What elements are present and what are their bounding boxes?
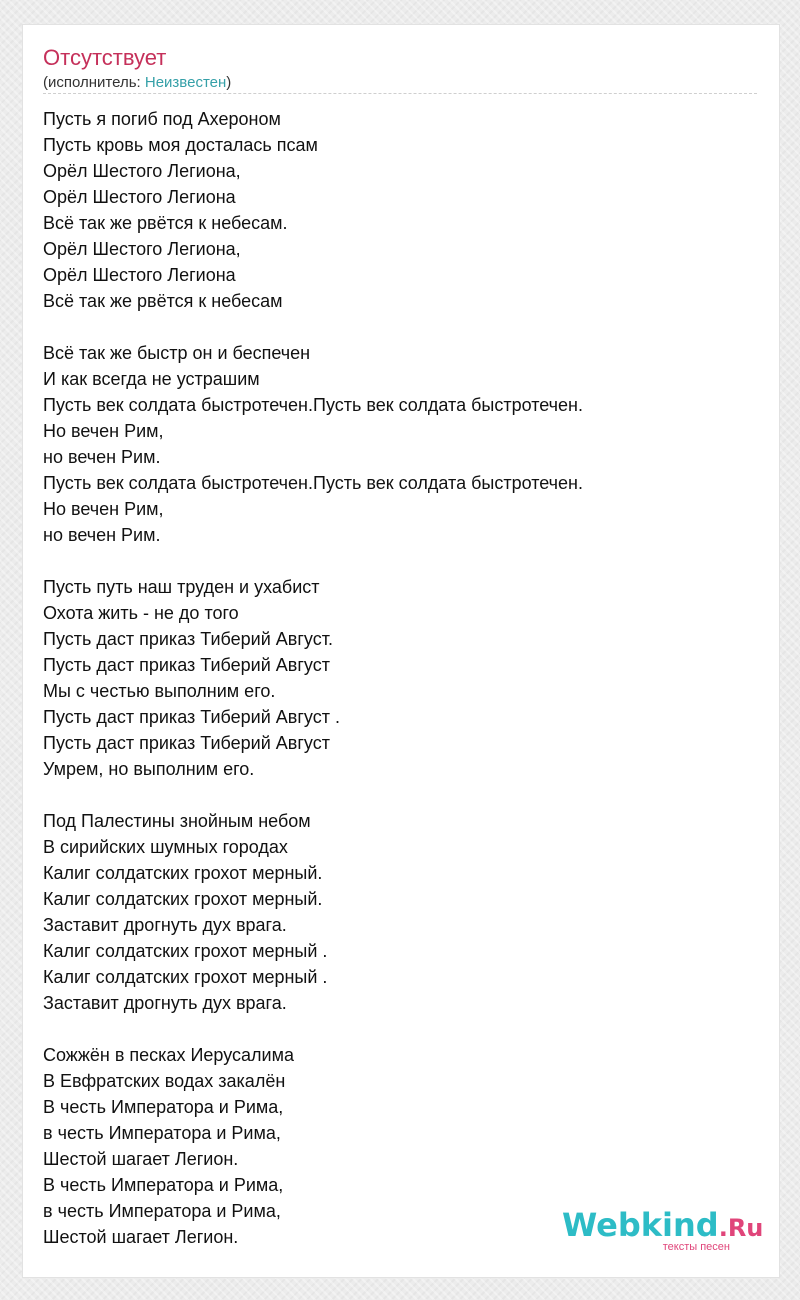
lyric-line: Но вечен Рим,: [43, 499, 164, 519]
song-title: Отсутствует: [43, 45, 167, 70]
lyric-line: Заставит дрогнуть дух врага.: [43, 915, 287, 935]
title-divider: [43, 93, 757, 94]
artist-prefix: (исполнитель:: [43, 74, 145, 91]
lyric-line: но вечен Рим.: [43, 447, 161, 467]
lyric-line: Пусть век солдата быстротечен.Пусть век солдата быстротечен.: [43, 395, 583, 415]
lyric-line: Пусть путь наш труден и ухабист: [43, 577, 320, 597]
lyric-line: в честь Императора и Рима,: [43, 1201, 281, 1221]
lyric-line: Шестой шагает Легион.: [43, 1149, 239, 1169]
lyric-line: Всё так же рвётся к небесам.: [43, 213, 288, 233]
webkind-logo[interactable]: [562, 1206, 764, 1253]
lyric-line: В честь Императора и Рима,: [43, 1175, 284, 1195]
lyric-line: Всё так же рвётся к небесам: [43, 291, 283, 311]
lyric-line: В честь Императора и Рима,: [43, 1097, 284, 1117]
lyric-line: Мы с честью выполним его.: [43, 681, 276, 701]
lyric-line: Сожжён в песках Иерусалима: [43, 1045, 294, 1065]
lyric-line: Пусть даст приказ Тиберий Август: [43, 655, 330, 675]
lyric-line: Шестой шагает Легион.: [43, 1227, 239, 1247]
lyric-line: Калиг солдатских грохот мерный.: [43, 889, 323, 909]
lyric-line: Пусть я погиб под Ахероном: [43, 109, 281, 129]
logo-wordmark: [562, 1208, 763, 1245]
lyric-line: Калиг солдатских грохот мерный .: [43, 941, 328, 961]
lyric-line: Пусть век солдата быстротечен.Пусть век солдата быстротечен.: [43, 473, 583, 493]
lyric-line: Пусть даст приказ Тиберий Август.: [43, 629, 333, 649]
lyric-line: Но вечен Рим,: [43, 421, 164, 441]
stanza-break: [43, 782, 763, 808]
lyric-line: Калиг солдатских грохот мерный .: [43, 967, 328, 987]
stanza-break: [43, 314, 763, 340]
logo-tagline: тексты песен: [662, 1241, 730, 1253]
lyrics-card: [22, 24, 780, 1278]
artist-link[interactable]: Неизвестен: [144, 74, 227, 91]
lyric-line: Калиг солдатских грохот мерный.: [43, 863, 323, 883]
lyric-line: Всё так же быстр он и беспечен: [43, 343, 311, 363]
lyric-line: Пусть даст приказ Тиберий Август .: [43, 707, 340, 727]
lyric-line: Под Палестины знойным небом: [43, 811, 311, 831]
stanza-break: [43, 548, 763, 574]
logo-main-text: Webkind: [562, 1206, 719, 1244]
logo-suffix: .Ru: [718, 1214, 764, 1242]
lyrics-text: [43, 106, 763, 1250]
lyric-line: в честь Императора и Рима,: [43, 1123, 281, 1143]
lyric-line: Орёл Шестого Легиона: [43, 265, 236, 285]
lyric-line: Орёл Шестого Легиона,: [43, 239, 241, 259]
lyric-line: В Евфратских водах закалён: [43, 1071, 286, 1091]
lyric-line: В сирийских шумных городах: [43, 837, 288, 857]
lyric-line: Орёл Шестого Легиона: [43, 187, 236, 207]
lyric-line: Заставит дрогнуть дух врага.: [43, 993, 287, 1013]
stanza-break: [43, 1016, 763, 1042]
lyric-line: Пусть кровь моя досталась псам: [43, 135, 318, 155]
artist-line: [43, 74, 231, 92]
lyric-line: но вечен Рим.: [43, 525, 161, 545]
artist-suffix: ): [226, 74, 232, 91]
lyric-line: Орёл Шестого Легиона,: [43, 161, 241, 181]
lyric-line: Пусть даст приказ Тиберий Август: [43, 733, 330, 753]
lyric-line: И как всегда не устрашим: [43, 369, 260, 389]
lyric-line: Охота жить - не до того: [43, 603, 239, 623]
lyric-line: Умрем, но выполним его.: [43, 759, 255, 779]
